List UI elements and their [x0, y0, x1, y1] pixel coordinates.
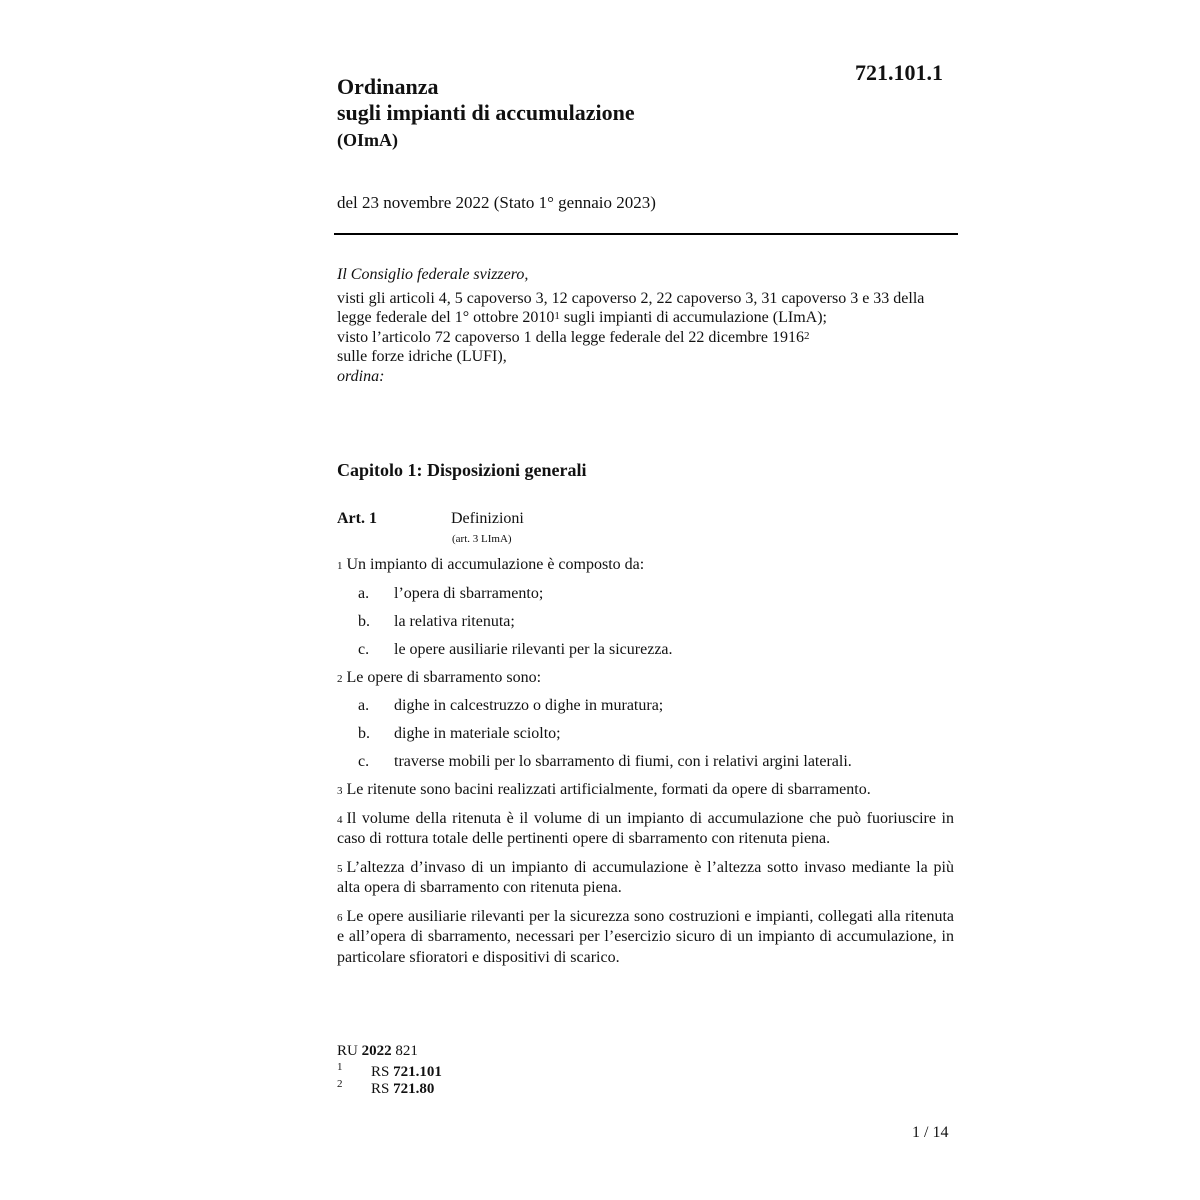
official-compilation-ref: [337, 1043, 418, 1060]
list-item: [337, 696, 954, 716]
list-letter: b.: [358, 725, 370, 742]
paragraph-number: 4: [337, 813, 343, 826]
footnote-number: 1: [337, 1061, 343, 1073]
title-line-2: sugli impianti di accumulazione: [337, 100, 635, 125]
list-text: traverse mobili per lo sbarramento di fiumi, con i relativi argini laterali.: [394, 753, 852, 770]
preamble-basis-1: [337, 289, 957, 328]
document-number: 721.101.1: [855, 60, 943, 85]
paragraph-number: 3: [337, 785, 343, 797]
paragraph-number: 5: [337, 862, 343, 875]
article-number: Art. 1: [337, 510, 377, 527]
chapter-heading: Capitolo 1: Disposizioni generali: [337, 460, 587, 480]
footnote-ref-1[interactable]: 1: [554, 310, 560, 322]
paragraph-1: [337, 555, 954, 576]
paragraph-5: [337, 858, 954, 899]
preamble-basis-1-text-cont: sugli impianti di accumulazione (LImA);: [559, 309, 827, 326]
document-title: [337, 74, 635, 126]
list-text: l’opera di sbarramento;: [394, 584, 544, 602]
footnote-prefix: RS: [371, 1081, 394, 1097]
ru-year: 2022: [361, 1043, 392, 1059]
page-number: 1 / 14: [912, 1124, 949, 1141]
paragraph-text: L’altezza d’invaso di un impianto di accumulazione è l’altezza sotto invaso mediante la più alta opera di sbarramento con ritenuta piena.: [337, 858, 954, 896]
paragraph-2: [337, 668, 954, 689]
paragraph-number: 1: [337, 560, 343, 572]
paragraph-text: Le ritenute sono bacini realizzati artificialmente, formati da opere di sbarramento.: [346, 781, 871, 798]
preamble-authority: Il Consiglio federale svizzero,: [337, 266, 529, 283]
preamble-basis-1-text: visti gli articoli 4, 5 capoverso 3, 12 capoverso 2, 22 capoverso 3, 31 capoverso 3 e 33 della legge federale del 1° ottobre 2010: [337, 289, 925, 326]
list-item: [337, 640, 954, 660]
list-item: [337, 724, 954, 744]
paragraph-3: [337, 780, 954, 801]
paragraph-4: [337, 809, 954, 850]
list-letter: a.: [358, 584, 370, 602]
article-reference: (art. 3 LImA): [452, 533, 512, 545]
list-item: [337, 752, 954, 772]
list-text: dighe in calcestruzzo o dighe in muratura;: [394, 697, 664, 714]
title-line-1: Ordinanza: [337, 74, 439, 99]
ru-prefix: RU: [337, 1043, 362, 1059]
footnote-prefix: RS: [371, 1064, 394, 1080]
paragraph-6: [337, 907, 954, 969]
footnote-ref-2[interactable]: 2: [803, 329, 810, 342]
paragraph-number: 6: [337, 911, 343, 924]
list-letter: a.: [358, 697, 370, 714]
paragraph-number: 2: [337, 672, 343, 685]
document-date: del 23 novembre 2022 (Stato 1° gennaio 2023): [337, 193, 656, 212]
list-text: dighe in materiale sciolto;: [394, 725, 561, 742]
footnote-number: 2: [337, 1078, 343, 1090]
paragraph-2-list: [337, 696, 954, 772]
footnote-ref: 721.101: [393, 1064, 442, 1080]
preamble-basis-2-text-cont: sulle forze idriche (LUFI),: [337, 348, 507, 365]
paragraph-text: Le opere ausiliarie rilevanti per la sicurezza sono costruzioni e impianti, collegati alla ritenuta e all’opera di sbarramento, necessari per l’esercizio sicuro di un impianto di accumulazione, in particolare sfioratori e dispositivi di scarico.: [337, 907, 954, 966]
preamble: [337, 265, 957, 386]
footnote-text: [371, 1064, 442, 1081]
list-letter: c.: [358, 640, 370, 658]
list-letter: b.: [358, 612, 370, 630]
list-item: [337, 584, 954, 604]
paragraph-text: Un impianto di accumulazione è composto da:: [346, 556, 645, 573]
footnote-ref: 721.80: [393, 1081, 435, 1097]
footnote-text: [371, 1081, 434, 1098]
list-text: le opere ausiliarie rilevanti per la sicurezza.: [394, 640, 673, 658]
header-divider: [334, 233, 958, 235]
article-body: [337, 555, 954, 976]
paragraph-text: Il volume della ritenuta è il volume di un impianto di accumulazione che può fuoriuscire in caso di rottura totale delle pertinenti opere di sbarramento con ritenuta piena.: [337, 809, 954, 847]
paragraph-text: Le opere di sbarramento sono:: [346, 668, 542, 686]
preamble-basis-2: [337, 328, 957, 367]
list-text: la relativa ritenuta;: [394, 612, 515, 630]
paragraph-1-list: [337, 584, 954, 660]
preamble-enacts: ordina:: [337, 367, 385, 385]
list-letter: c.: [358, 753, 370, 770]
article-title: Definizioni: [451, 510, 524, 527]
ru-page: 821: [391, 1043, 418, 1059]
document-abbreviation: (OImA): [337, 130, 398, 150]
preamble-basis-2-text: visto l’articolo 72 capoverso 1 della legge federale del 22 dicembre 1916: [337, 328, 804, 346]
list-item: [337, 612, 954, 632]
